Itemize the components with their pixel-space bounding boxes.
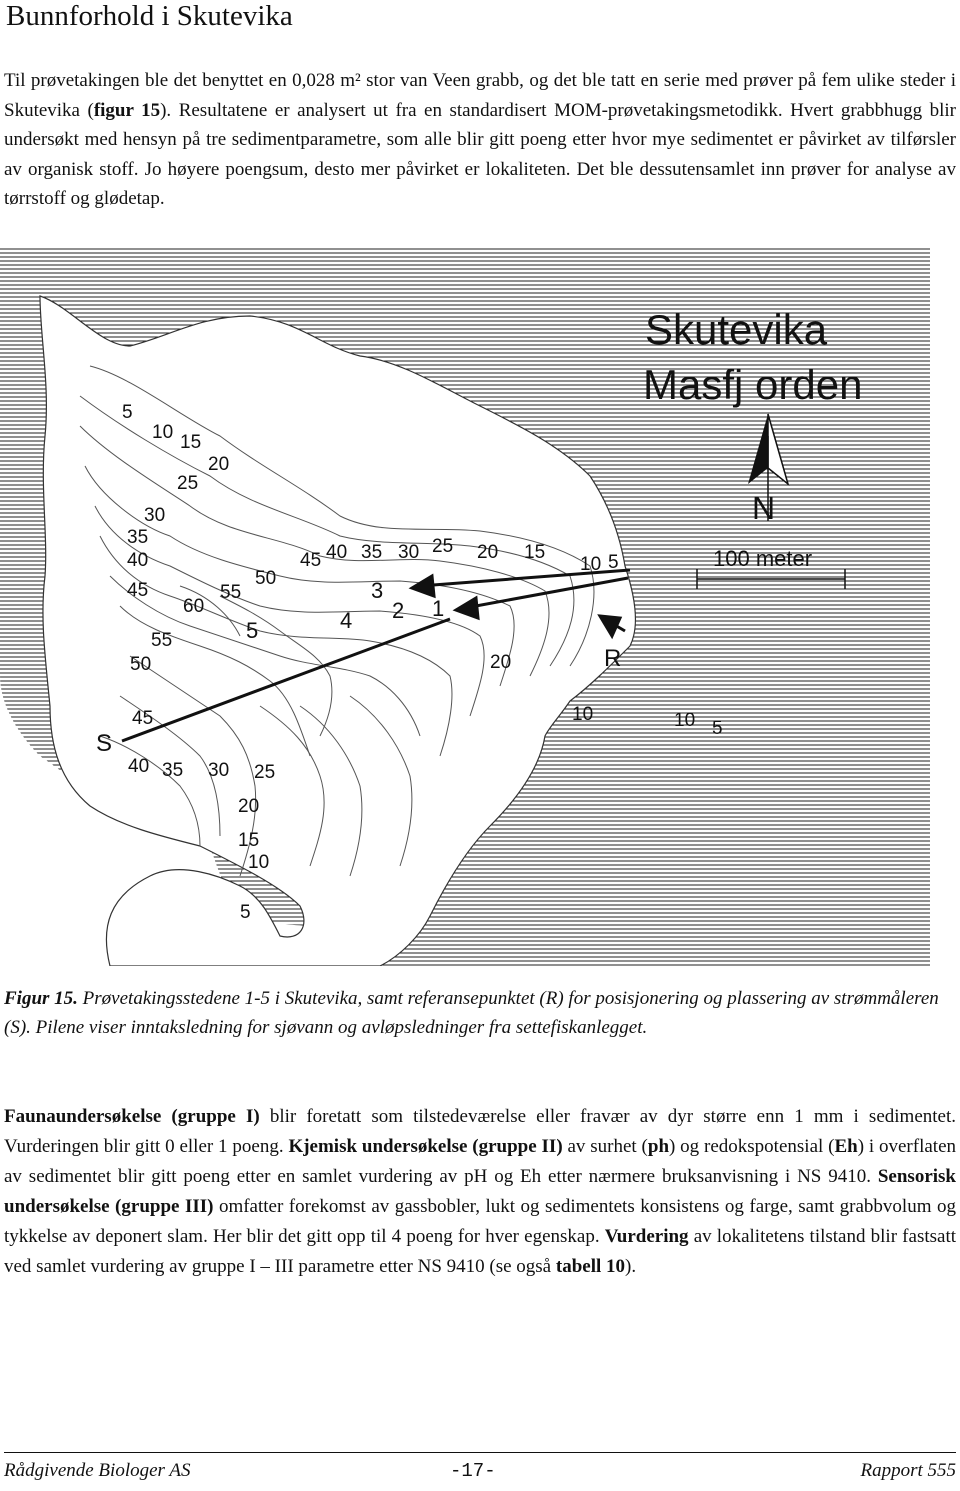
depth-label: 20 <box>208 454 230 475</box>
depth-label: 10 <box>152 422 174 443</box>
depth-label: 55 <box>220 582 242 603</box>
depth-label: 15 <box>238 830 260 851</box>
depth-label: 50 <box>255 568 277 589</box>
station-4-label: 4 <box>340 608 353 633</box>
figure-caption <box>4 984 956 1042</box>
north-label: N <box>752 490 776 526</box>
depth-label: 25 <box>254 762 276 783</box>
caption-text: Prøvetakingsstedene 1-5 i Skutevika, samt referansepunktet (R) for posisjonering og plassering av strømmåleren (S). Pilene viser inntaksledning for sjøvann og avløpsledninger fra settefiskanlegget. <box>4 988 939 1038</box>
figure-reference: figur 15 <box>93 99 161 121</box>
depth-label: 35 <box>127 527 149 548</box>
station-3-label: 3 <box>371 578 384 603</box>
intro-paragraph <box>4 66 956 214</box>
page-title: Bunnforhold i Skutevika <box>6 0 293 32</box>
body-text: ). <box>625 1256 637 1277</box>
intro-text-2: ). Resultatene er analysert ut fra en standardisert MOM-prøvetakingsmetodikk. Hvert grabbhugg blir undersøkt med hensyn på tre sedimentparametre, som alle blir gitt poeng etter hvor mye sedimentet er påvirket av tilførsler av organisk stoff. Jo høyere poengsum, desto mer påvirket er lokaliteten. Det ble dessutensamlet inn prøver for analyse av tørrstoff og glødetap. <box>4 99 956 209</box>
bathymetric-map <box>0 236 960 966</box>
depth-label: 45 <box>127 580 149 601</box>
depth-label: 45 <box>132 708 154 729</box>
depth-label: 20 <box>477 542 499 563</box>
depth-label: 30 <box>144 505 166 526</box>
depth-label: 35 <box>162 760 184 781</box>
body-paragraph <box>4 1102 956 1282</box>
station-2-label: 2 <box>392 598 405 623</box>
depth-label: 25 <box>432 536 454 557</box>
depth-label: 15 <box>180 432 202 453</box>
depth-label: 10 <box>248 852 270 873</box>
depth-label: 55 <box>151 630 173 651</box>
map-title-line2: Masfj orden <box>643 361 863 408</box>
depth-label: 10 <box>580 554 602 575</box>
body-text: omfatter forekomst av gassbobler, lukt og sedimentets konsistens og farge, samt grabbvolum og tykkelse av deponert slam. Her blir det gitt opp til 4 poeng for hver egenskap. <box>4 1196 956 1247</box>
station-1-label: 1 <box>432 596 445 621</box>
station-5-label: 5 <box>246 618 259 643</box>
depth-label: 40 <box>128 756 150 777</box>
depth-label: 10 <box>572 704 594 725</box>
depth-label: 30 <box>398 542 420 563</box>
depth-label: 50 <box>130 654 152 675</box>
bold-term: Eh <box>834 1136 858 1157</box>
depth-label: 30 <box>208 760 230 781</box>
depth-label: 35 <box>361 542 383 563</box>
body-text: blir foretatt som tilstedeværelse eller fravær av dyr større enn 1 mm i sedimentet. Vurderingen blir gitt 0 eller 1 poeng. <box>4 1106 956 1157</box>
page-number: -17- <box>450 1460 496 1482</box>
depth-label: 40 <box>326 542 348 563</box>
current-meter-label: S <box>96 730 113 757</box>
depth-label: 45 <box>300 550 322 571</box>
depth-label: 5 <box>712 718 723 739</box>
footer-divider <box>4 1452 956 1453</box>
intro-text-1: Til prøvetakingen ble det benyttet en 0,028 m² stor van Veen grabb, og det ble tatt en serie med prøver på fem ulike steder i Skutevika ( <box>4 70 956 121</box>
depth-label: 20 <box>238 796 260 817</box>
bold-term: ph <box>647 1136 670 1157</box>
map-title-line1: Skutevika <box>645 306 828 353</box>
depth-label: 10 <box>674 710 696 731</box>
depth-label: 25 <box>177 473 199 494</box>
depth-label: 5 <box>122 402 133 423</box>
depth-label: 5 <box>240 902 251 923</box>
body-text: av surhet ( <box>562 1136 648 1157</box>
body-text: ) i overflaten av sedimentet blir gitt poeng etter en samlet vurdering av pH og Eh etter nærmere bruksanvisning i NS 9410. <box>4 1136 957 1187</box>
caption-label: Figur 15. <box>4 988 78 1009</box>
footer-company: Rådgivende Biologer AS <box>4 1460 191 1481</box>
footer-report: Rapport 555 <box>860 1460 956 1481</box>
depth-label: 40 <box>127 550 149 571</box>
depth-label: 60 <box>183 596 205 617</box>
scale-label: 100 meter <box>713 546 813 571</box>
body-text: av lokalitetens tilstand blir fastsatt ved samlet vurdering av gruppe I – III parametre etter NS 9410 (se også <box>4 1226 957 1277</box>
bold-term: Kjemisk undersøkelse (gruppe II) <box>288 1136 563 1157</box>
depth-label: 15 <box>524 542 546 563</box>
page-footer <box>4 1460 956 1486</box>
body-text: ) og redokspotensial ( <box>669 1136 835 1157</box>
reference-point-label: R <box>604 645 622 672</box>
depth-label: 20 <box>490 652 512 673</box>
bold-term: Faunaundersøkelse (gruppe I) <box>4 1106 260 1127</box>
bold-term: Sensorisk undersøkelse (gruppe III) <box>4 1166 956 1217</box>
bold-term: tabell 10 <box>555 1256 626 1277</box>
map-figure <box>0 236 960 966</box>
bold-term: Vurdering <box>604 1226 689 1247</box>
depth-label: 5 <box>608 552 619 573</box>
